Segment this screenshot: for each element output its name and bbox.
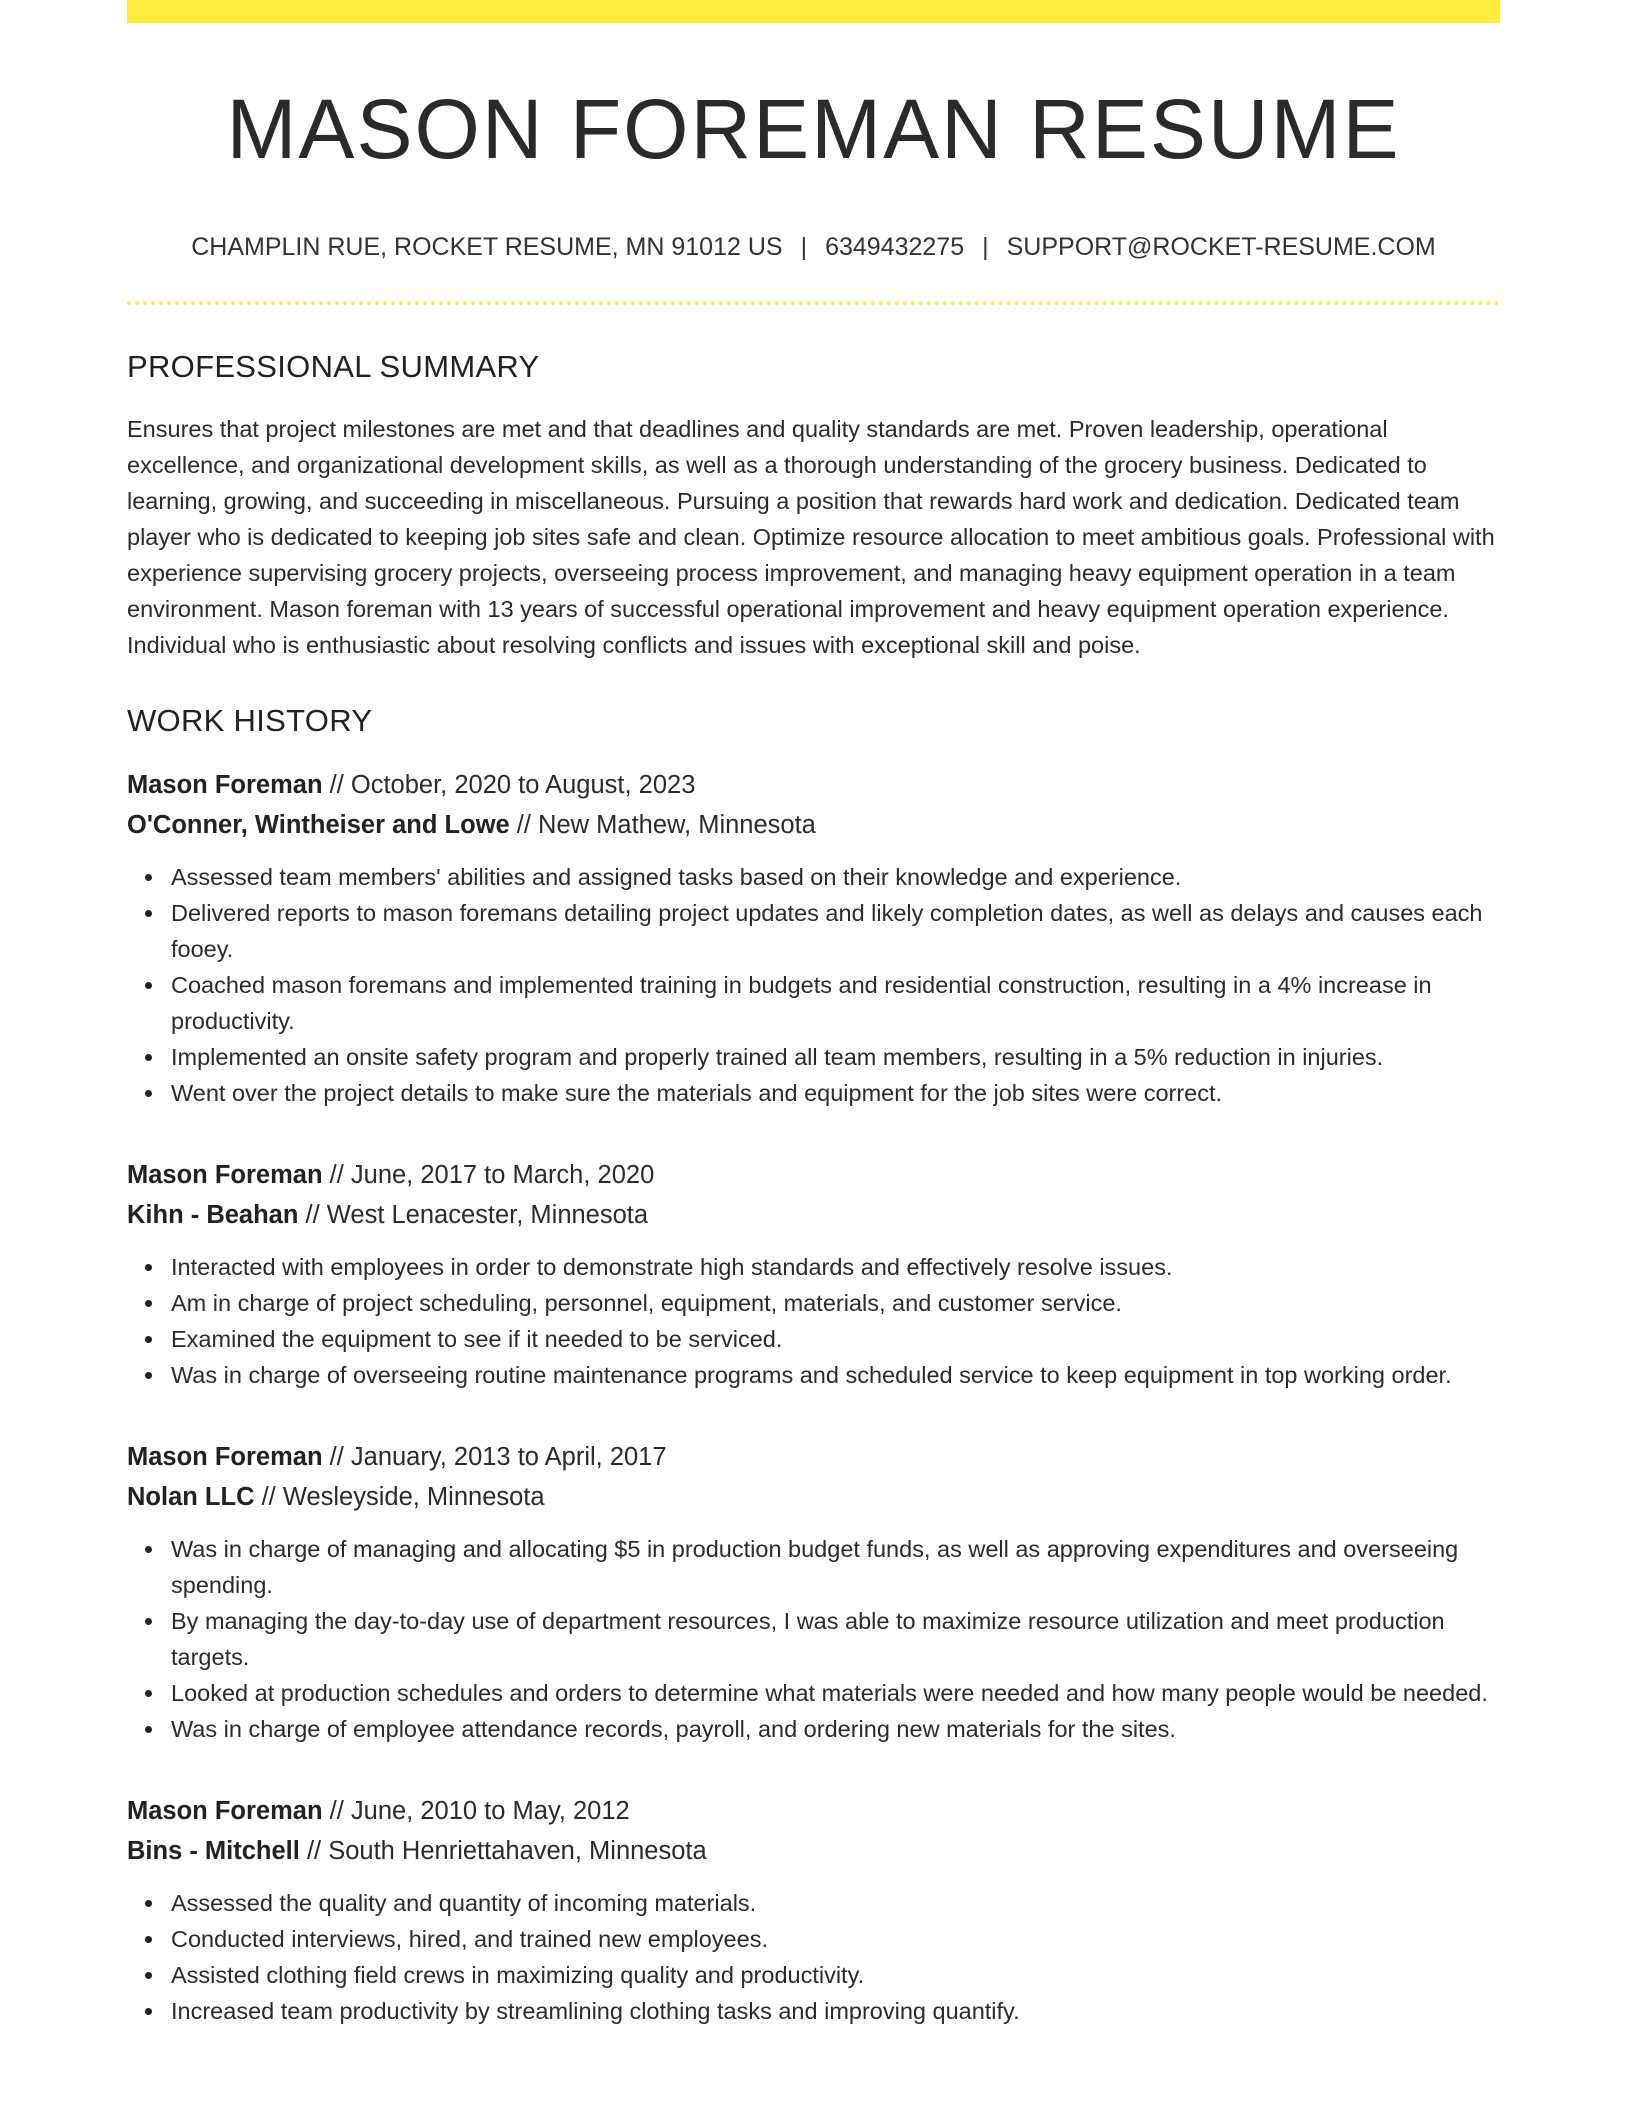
job-bullet-list — [127, 859, 1500, 1111]
job-title: Mason Foreman — [127, 1161, 323, 1189]
work-history-list — [127, 765, 1500, 2029]
job-location: // West Lenacester, Minnesota — [298, 1201, 649, 1229]
job-bullet: Was in charge of managing and allocating $5 in production budget funds, as well as approving expenditures and overseeing spending. — [171, 1531, 1500, 1603]
job-company: Bins - Mitchell — [127, 1837, 300, 1865]
job-location: // South Henriettahaven, Minnesota — [299, 1837, 707, 1865]
job-bullet: Assisted clothing field crews in maximizing quality and productivity. — [171, 1957, 1500, 1993]
contact-separator: | — [800, 233, 808, 261]
job-title-line — [127, 1437, 1500, 1477]
job-bullet: Increased team productivity by streamlining clothing tasks and improving quantify. — [171, 1993, 1500, 2029]
job-company: Nolan LLC — [127, 1483, 255, 1511]
contact-address: CHAMPLIN RUE, ROCKET RESUME, MN 91012 US — [191, 233, 783, 261]
job-bullet: Implemented an onsite safety program and properly trained all team members, resulting in a 5% reduction in injuries. — [171, 1039, 1500, 1075]
job-title: Mason Foreman — [127, 771, 323, 799]
job-dates: // June, 2010 to May, 2012 — [322, 1797, 630, 1825]
job-entry — [127, 1155, 1500, 1393]
job-bullet: Am in charge of project scheduling, personnel, equipment, materials, and customer service. — [171, 1285, 1500, 1321]
job-bullet-list — [127, 1531, 1500, 1747]
job-bullet: Examined the equipment to see if it needed to be serviced. — [171, 1321, 1500, 1357]
job-bullet: Went over the project details to make sure the materials and equipment for the job sites were correct. — [171, 1075, 1500, 1111]
job-company: Kihn - Beahan — [127, 1201, 299, 1229]
job-location: // Wesleyside, Minnesota — [254, 1483, 545, 1511]
job-location: // New Mathew, Minnesota — [509, 811, 816, 839]
contact-line — [127, 231, 1500, 263]
job-company-line — [127, 805, 1500, 845]
job-bullet: Looked at production schedules and orders to determine what materials were needed and how many people would be needed. — [171, 1675, 1500, 1711]
job-entry — [127, 1437, 1500, 1747]
summary-text: Ensures that project milestones are met and that deadlines and quality standards are met. Proven leadership, operational excellence, and organizational development skills, as well as a thorough understanding of the grocery business. Dedicated to learning, growing, and succeeding in miscellaneous. Pursuing a position that rewards hard work and dedication. Dedicated team player who is dedicated to keeping job sites safe and clean. Optimize resource allocation to meet ambitious goals. Professional with experience supervising grocery projects, overseeing process improvement, and managing heavy equipment operation in a team environment. Mason foreman with 13 years of successful operational improvement and heavy equipment operation experience. Individual who is enthusiastic about resolving conflicts and issues with exceptional skill and poise. — [127, 416, 1495, 658]
accent-bar — [127, 0, 1500, 23]
job-dates: // January, 2013 to April, 2017 — [322, 1443, 667, 1471]
job-bullet: Conducted interviews, hired, and trained new employees. — [171, 1921, 1500, 1957]
job-title: Mason Foreman — [127, 1797, 323, 1825]
dotted-divider — [127, 301, 1500, 305]
job-dates: // October, 2020 to August, 2023 — [322, 771, 696, 799]
job-bullet: Delivered reports to mason foremans detailing project updates and likely completion dates, as well as delays and causes each fooey. — [171, 895, 1500, 967]
job-bullet: Assessed team members' abilities and assigned tasks based on their knowledge and experience. — [171, 859, 1500, 895]
resume-title: MASON FOREMAN RESUME — [226, 82, 1401, 176]
job-entry — [127, 765, 1500, 1111]
contact-email: SUPPORT@ROCKET-RESUME.COM — [1006, 233, 1436, 261]
job-bullet: Was in charge of employee attendance records, payroll, and ordering new materials for the sites. — [171, 1711, 1500, 1747]
resume-page — [127, 0, 1500, 2029]
job-bullet: By managing the day-to-day use of department resources, I was able to maximize resource utilization and meet production targets. — [171, 1603, 1500, 1675]
job-title-line — [127, 1155, 1500, 1195]
job-bullet: Assessed the quality and quantity of incoming materials. — [171, 1885, 1500, 1921]
job-title-line — [127, 765, 1500, 805]
job-bullet-list — [127, 1885, 1500, 2029]
job-company-line — [127, 1831, 1500, 1871]
job-company: O'Conner, Wintheiser and Lowe — [127, 811, 510, 839]
job-company-line — [127, 1195, 1500, 1235]
job-bullet: Was in charge of overseeing routine maintenance programs and scheduled service to keep equipment in top working order. — [171, 1357, 1500, 1393]
job-entry — [127, 1791, 1500, 2029]
work-history-heading: WORK HISTORY — [127, 703, 373, 738]
job-bullet: Coached mason foremans and implemented training in budgets and residential construction, resulting in a 4% increase in productivity. — [171, 967, 1500, 1039]
contact-phone: 6349432275 — [825, 233, 965, 261]
job-dates: // June, 2017 to March, 2020 — [322, 1161, 655, 1189]
job-title: Mason Foreman — [127, 1443, 323, 1471]
job-bullet: Interacted with employees in order to demonstrate high standards and effectively resolve issues. — [171, 1249, 1500, 1285]
summary-heading: PROFESSIONAL SUMMARY — [127, 349, 540, 384]
job-company-line — [127, 1477, 1500, 1517]
contact-separator: | — [982, 233, 989, 261]
job-title-line — [127, 1791, 1500, 1831]
job-bullet-list — [127, 1249, 1500, 1393]
